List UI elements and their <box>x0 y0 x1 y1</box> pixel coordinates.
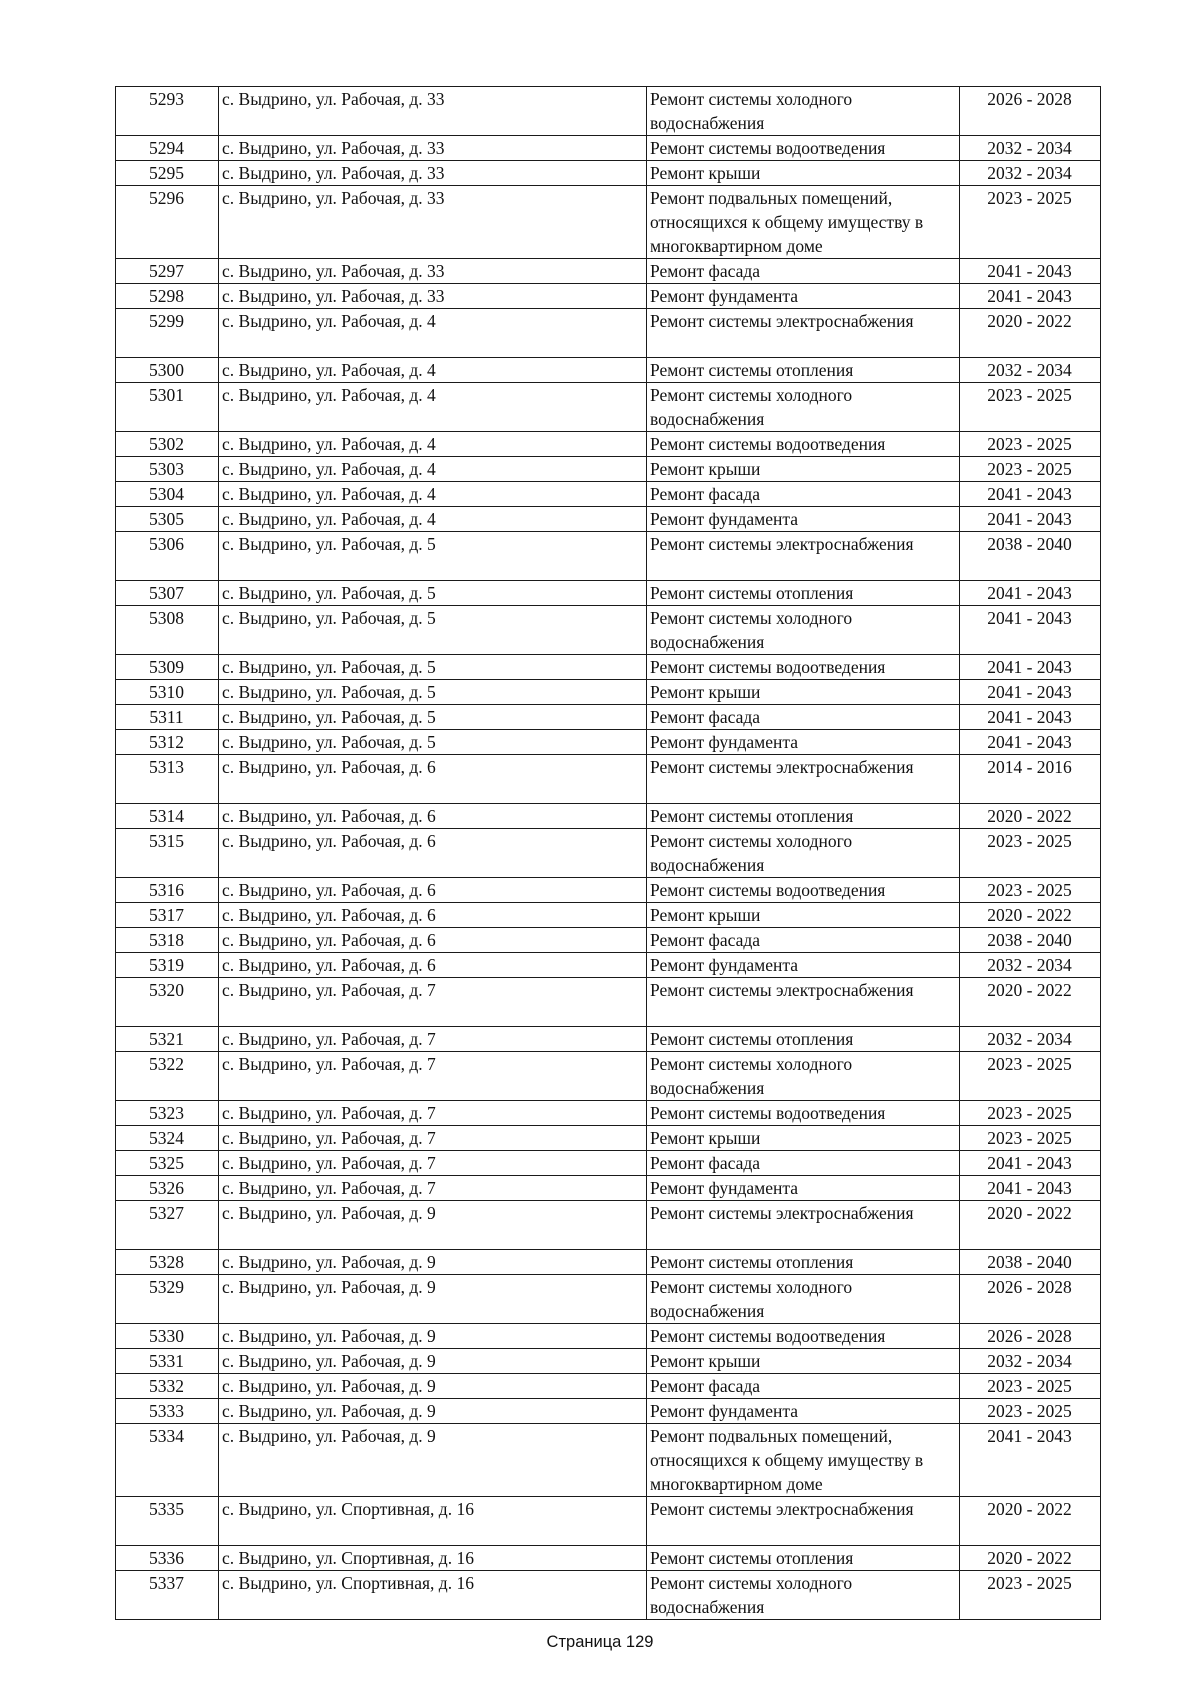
work-type-cell: Ремонт системы отопления <box>647 804 960 829</box>
years-cell: 2023 - 2025 <box>960 186 1101 259</box>
table-row <box>116 1349 1101 1374</box>
address-cell: с. Выдрино, ул. Рабочая, д. 9 <box>219 1424 647 1497</box>
work-type-cell: Ремонт подвальных помещений, относящихся к общему имуществу в многоквартирном доме <box>647 186 960 259</box>
table-row <box>116 309 1101 358</box>
table-body <box>116 87 1101 1620</box>
work-type-cell: Ремонт системы холодного водоснабжения <box>647 1571 960 1620</box>
years-cell: 2026 - 2028 <box>960 1324 1101 1349</box>
row-number-cell: 5330 <box>116 1324 219 1349</box>
row-number-cell: 5296 <box>116 186 219 259</box>
years-cell: 2026 - 2028 <box>960 1275 1101 1324</box>
row-number-cell: 5311 <box>116 705 219 730</box>
years-cell: 2041 - 2043 <box>960 1151 1101 1176</box>
address-cell: с. Выдрино, ул. Рабочая, д. 6 <box>219 953 647 978</box>
table-row <box>116 186 1101 259</box>
table-row <box>116 978 1101 1027</box>
work-type-cell: Ремонт подвальных помещений, относящихся к общему имуществу в многоквартирном доме <box>647 1424 960 1497</box>
years-cell: 2014 - 2016 <box>960 755 1101 804</box>
table-row <box>116 1052 1101 1101</box>
years-cell: 2041 - 2043 <box>960 730 1101 755</box>
row-number-cell: 5337 <box>116 1571 219 1620</box>
address-cell: с. Выдрино, ул. Рабочая, д. 7 <box>219 1151 647 1176</box>
years-cell: 2023 - 2025 <box>960 1052 1101 1101</box>
years-cell: 2023 - 2025 <box>960 829 1101 878</box>
work-type-cell: Ремонт системы отопления <box>647 1546 960 1571</box>
address-cell: с. Выдрино, ул. Рабочая, д. 5 <box>219 532 647 581</box>
row-number-cell: 5297 <box>116 259 219 284</box>
years-cell: 2041 - 2043 <box>960 1176 1101 1201</box>
address-cell: с. Выдрино, ул. Рабочая, д. 6 <box>219 878 647 903</box>
work-type-cell: Ремонт фундамента <box>647 953 960 978</box>
years-cell: 2041 - 2043 <box>960 259 1101 284</box>
table-row <box>116 730 1101 755</box>
table-row <box>116 259 1101 284</box>
work-type-cell: Ремонт системы водоотведения <box>647 1324 960 1349</box>
years-cell: 2020 - 2022 <box>960 309 1101 358</box>
work-type-cell: Ремонт фасада <box>647 1374 960 1399</box>
work-type-cell: Ремонт системы электроснабжения <box>647 532 960 581</box>
table-row <box>116 136 1101 161</box>
years-cell: 2023 - 2025 <box>960 1101 1101 1126</box>
years-cell: 2023 - 2025 <box>960 1126 1101 1151</box>
table-row <box>116 532 1101 581</box>
row-number-cell: 5307 <box>116 581 219 606</box>
row-number-cell: 5317 <box>116 903 219 928</box>
row-number-cell: 5299 <box>116 309 219 358</box>
address-cell: с. Выдрино, ул. Рабочая, д. 9 <box>219 1374 647 1399</box>
work-type-cell: Ремонт фундамента <box>647 284 960 309</box>
years-cell: 2023 - 2025 <box>960 878 1101 903</box>
work-type-cell: Ремонт фундамента <box>647 1399 960 1424</box>
address-cell: с. Выдрино, ул. Рабочая, д. 33 <box>219 136 647 161</box>
work-type-cell: Ремонт системы холодного водоснабжения <box>647 829 960 878</box>
work-type-cell: Ремонт системы водоотведения <box>647 1101 960 1126</box>
address-cell: с. Выдрино, ул. Рабочая, д. 33 <box>219 284 647 309</box>
years-cell: 2023 - 2025 <box>960 1374 1101 1399</box>
years-cell: 2023 - 2025 <box>960 432 1101 457</box>
row-number-cell: 5312 <box>116 730 219 755</box>
table-row <box>116 383 1101 432</box>
row-number-cell: 5331 <box>116 1349 219 1374</box>
work-type-cell: Ремонт системы электроснабжения <box>647 1201 960 1250</box>
row-number-cell: 5310 <box>116 680 219 705</box>
row-number-cell: 5300 <box>116 358 219 383</box>
work-type-cell: Ремонт системы водоотведения <box>647 432 960 457</box>
row-number-cell: 5321 <box>116 1027 219 1052</box>
table-row <box>116 1027 1101 1052</box>
work-type-cell: Ремонт системы холодного водоснабжения <box>647 1052 960 1101</box>
address-cell: с. Выдрино, ул. Рабочая, д. 5 <box>219 581 647 606</box>
address-cell: с. Выдрино, ул. Рабочая, д. 4 <box>219 432 647 457</box>
table-row <box>116 1151 1101 1176</box>
table-row <box>116 1275 1101 1324</box>
work-type-cell: Ремонт крыши <box>647 1349 960 1374</box>
years-cell: 2023 - 2025 <box>960 1399 1101 1424</box>
address-cell: с. Выдрино, ул. Рабочая, д. 6 <box>219 829 647 878</box>
address-cell: с. Выдрино, ул. Рабочая, д. 4 <box>219 383 647 432</box>
row-number-cell: 5334 <box>116 1424 219 1497</box>
table-row <box>116 953 1101 978</box>
row-number-cell: 5329 <box>116 1275 219 1324</box>
work-type-cell: Ремонт системы холодного водоснабжения <box>647 87 960 136</box>
years-cell: 2020 - 2022 <box>960 978 1101 1027</box>
address-cell: с. Выдрино, ул. Рабочая, д. 5 <box>219 655 647 680</box>
table-row <box>116 432 1101 457</box>
row-number-cell: 5327 <box>116 1201 219 1250</box>
address-cell: с. Выдрино, ул. Рабочая, д. 7 <box>219 1101 647 1126</box>
row-number-cell: 5325 <box>116 1151 219 1176</box>
table-row <box>116 829 1101 878</box>
row-number-cell: 5303 <box>116 457 219 482</box>
years-cell: 2041 - 2043 <box>960 581 1101 606</box>
address-cell: с. Выдрино, ул. Рабочая, д. 5 <box>219 680 647 705</box>
work-type-cell: Ремонт системы электроснабжения <box>647 978 960 1027</box>
work-type-cell: Ремонт системы отопления <box>647 1027 960 1052</box>
years-cell: 2032 - 2034 <box>960 358 1101 383</box>
row-number-cell: 5298 <box>116 284 219 309</box>
row-number-cell: 5322 <box>116 1052 219 1101</box>
table-row <box>116 1374 1101 1399</box>
address-cell: с. Выдрино, ул. Рабочая, д. 7 <box>219 978 647 1027</box>
work-type-cell: Ремонт системы холодного водоснабжения <box>647 383 960 432</box>
years-cell: 2041 - 2043 <box>960 655 1101 680</box>
address-cell: с. Выдрино, ул. Рабочая, д. 4 <box>219 309 647 358</box>
address-cell: с. Выдрино, ул. Рабочая, д. 9 <box>219 1201 647 1250</box>
address-cell: с. Выдрино, ул. Рабочая, д. 4 <box>219 482 647 507</box>
table-row <box>116 581 1101 606</box>
address-cell: с. Выдрино, ул. Рабочая, д. 4 <box>219 507 647 532</box>
work-type-cell: Ремонт системы электроснабжения <box>647 755 960 804</box>
years-cell: 2041 - 2043 <box>960 680 1101 705</box>
row-number-cell: 5309 <box>116 655 219 680</box>
work-type-cell: Ремонт крыши <box>647 680 960 705</box>
years-cell: 2032 - 2034 <box>960 161 1101 186</box>
address-cell: с. Выдрино, ул. Рабочая, д. 6 <box>219 903 647 928</box>
work-type-cell: Ремонт фасада <box>647 705 960 730</box>
address-cell: с. Выдрино, ул. Рабочая, д. 7 <box>219 1126 647 1151</box>
work-type-cell: Ремонт системы электроснабжения <box>647 309 960 358</box>
address-cell: с. Выдрино, ул. Рабочая, д. 9 <box>219 1349 647 1374</box>
table-row <box>116 507 1101 532</box>
table-row <box>116 1571 1101 1620</box>
table-row <box>116 482 1101 507</box>
years-cell: 2041 - 2043 <box>960 705 1101 730</box>
years-cell: 2020 - 2022 <box>960 804 1101 829</box>
work-type-cell: Ремонт системы водоотведения <box>647 655 960 680</box>
table-row <box>116 1250 1101 1275</box>
row-number-cell: 5336 <box>116 1546 219 1571</box>
table-row <box>116 1101 1101 1126</box>
row-number-cell: 5332 <box>116 1374 219 1399</box>
table-row <box>116 705 1101 730</box>
table-row <box>116 1399 1101 1424</box>
address-cell: с. Выдрино, ул. Рабочая, д. 9 <box>219 1250 647 1275</box>
years-cell: 2020 - 2022 <box>960 903 1101 928</box>
years-cell: 2041 - 2043 <box>960 507 1101 532</box>
row-number-cell: 5315 <box>116 829 219 878</box>
work-type-cell: Ремонт фундамента <box>647 730 960 755</box>
years-cell: 2041 - 2043 <box>960 284 1101 309</box>
years-cell: 2032 - 2034 <box>960 953 1101 978</box>
table-row <box>116 87 1101 136</box>
row-number-cell: 5319 <box>116 953 219 978</box>
row-number-cell: 5314 <box>116 804 219 829</box>
years-cell: 2041 - 2043 <box>960 1424 1101 1497</box>
address-cell: с. Выдрино, ул. Рабочая, д. 4 <box>219 358 647 383</box>
years-cell: 2038 - 2040 <box>960 928 1101 953</box>
table-row <box>116 161 1101 186</box>
address-cell: с. Выдрино, ул. Рабочая, д. 7 <box>219 1027 647 1052</box>
address-cell: с. Выдрино, ул. Рабочая, д. 7 <box>219 1176 647 1201</box>
address-cell: с. Выдрино, ул. Рабочая, д. 33 <box>219 87 647 136</box>
row-number-cell: 5304 <box>116 482 219 507</box>
work-type-cell: Ремонт крыши <box>647 161 960 186</box>
address-cell: с. Выдрино, ул. Рабочая, д. 5 <box>219 606 647 655</box>
years-cell: 2023 - 2025 <box>960 1571 1101 1620</box>
work-type-cell: Ремонт крыши <box>647 1126 960 1151</box>
table-row <box>116 358 1101 383</box>
table-row <box>116 755 1101 804</box>
work-type-cell: Ремонт системы холодного водоснабжения <box>647 606 960 655</box>
work-type-cell: Ремонт фундамента <box>647 507 960 532</box>
row-number-cell: 5313 <box>116 755 219 804</box>
row-number-cell: 5295 <box>116 161 219 186</box>
table-row <box>116 878 1101 903</box>
work-type-cell: Ремонт фасада <box>647 1151 960 1176</box>
table-row <box>116 457 1101 482</box>
address-cell: с. Выдрино, ул. Рабочая, д. 7 <box>219 1052 647 1101</box>
address-cell: с. Выдрино, ул. Рабочая, д. 5 <box>219 730 647 755</box>
address-cell: с. Выдрино, ул. Рабочая, д. 6 <box>219 804 647 829</box>
address-cell: с. Выдрино, ул. Рабочая, д. 33 <box>219 259 647 284</box>
row-number-cell: 5301 <box>116 383 219 432</box>
work-type-cell: Ремонт системы водоотведения <box>647 136 960 161</box>
row-number-cell: 5318 <box>116 928 219 953</box>
work-type-cell: Ремонт системы отопления <box>647 358 960 383</box>
table-row <box>116 903 1101 928</box>
years-cell: 2038 - 2040 <box>960 1250 1101 1275</box>
years-cell: 2026 - 2028 <box>960 87 1101 136</box>
address-cell: с. Выдрино, ул. Рабочая, д. 9 <box>219 1324 647 1349</box>
row-number-cell: 5323 <box>116 1101 219 1126</box>
years-cell: 2038 - 2040 <box>960 532 1101 581</box>
work-type-cell: Ремонт системы отопления <box>647 581 960 606</box>
address-cell: с. Выдрино, ул. Рабочая, д. 6 <box>219 928 647 953</box>
years-cell: 2041 - 2043 <box>960 606 1101 655</box>
row-number-cell: 5328 <box>116 1250 219 1275</box>
address-cell: с. Выдрино, ул. Рабочая, д. 5 <box>219 705 647 730</box>
address-cell: с. Выдрино, ул. Рабочая, д. 33 <box>219 161 647 186</box>
row-number-cell: 5324 <box>116 1126 219 1151</box>
years-cell: 2023 - 2025 <box>960 457 1101 482</box>
table-row <box>116 1546 1101 1571</box>
table-row <box>116 655 1101 680</box>
address-cell: с. Выдрино, ул. Спортивная, д. 16 <box>219 1497 647 1546</box>
table-row <box>116 1201 1101 1250</box>
work-type-cell: Ремонт системы электроснабжения <box>647 1497 960 1546</box>
row-number-cell: 5302 <box>116 432 219 457</box>
years-cell: 2041 - 2043 <box>960 482 1101 507</box>
row-number-cell: 5320 <box>116 978 219 1027</box>
work-type-cell: Ремонт фасада <box>647 928 960 953</box>
table-row <box>116 680 1101 705</box>
row-number-cell: 5308 <box>116 606 219 655</box>
work-type-cell: Ремонт системы отопления <box>647 1250 960 1275</box>
table-row <box>116 804 1101 829</box>
repair-schedule-table <box>115 86 1101 1620</box>
page-number: Страница 129 <box>546 1633 654 1651</box>
table-row <box>116 928 1101 953</box>
years-cell: 2020 - 2022 <box>960 1201 1101 1250</box>
address-cell: с. Выдрино, ул. Спортивная, д. 16 <box>219 1546 647 1571</box>
table-row <box>116 1324 1101 1349</box>
years-cell: 2020 - 2022 <box>960 1497 1101 1546</box>
years-cell: 2020 - 2022 <box>960 1546 1101 1571</box>
work-type-cell: Ремонт крыши <box>647 457 960 482</box>
work-type-cell: Ремонт системы холодного водоснабжения <box>647 1275 960 1324</box>
row-number-cell: 5293 <box>116 87 219 136</box>
row-number-cell: 5316 <box>116 878 219 903</box>
address-cell: с. Выдрино, ул. Рабочая, д. 9 <box>219 1399 647 1424</box>
address-cell: с. Выдрино, ул. Рабочая, д. 6 <box>219 755 647 804</box>
years-cell: 2032 - 2034 <box>960 136 1101 161</box>
row-number-cell: 5335 <box>116 1497 219 1546</box>
years-cell: 2032 - 2034 <box>960 1349 1101 1374</box>
row-number-cell: 5294 <box>116 136 219 161</box>
address-cell: с. Выдрино, ул. Рабочая, д. 4 <box>219 457 647 482</box>
row-number-cell: 5305 <box>116 507 219 532</box>
work-type-cell: Ремонт крыши <box>647 903 960 928</box>
years-cell: 2032 - 2034 <box>960 1027 1101 1052</box>
table-row <box>116 606 1101 655</box>
row-number-cell: 5333 <box>116 1399 219 1424</box>
work-type-cell: Ремонт фасада <box>647 259 960 284</box>
address-cell: с. Выдрино, ул. Рабочая, д. 33 <box>219 186 647 259</box>
row-number-cell: 5306 <box>116 532 219 581</box>
years-cell: 2023 - 2025 <box>960 383 1101 432</box>
row-number-cell: 5326 <box>116 1176 219 1201</box>
work-type-cell: Ремонт фасада <box>647 482 960 507</box>
address-cell: с. Выдрино, ул. Рабочая, д. 9 <box>219 1275 647 1324</box>
work-type-cell: Ремонт системы водоотведения <box>647 878 960 903</box>
table-row <box>116 284 1101 309</box>
table-row <box>116 1126 1101 1151</box>
table-row <box>116 1424 1101 1497</box>
table-row <box>116 1176 1101 1201</box>
table-row <box>116 1497 1101 1546</box>
work-type-cell: Ремонт фундамента <box>647 1176 960 1201</box>
address-cell: с. Выдрино, ул. Спортивная, д. 16 <box>219 1571 647 1620</box>
